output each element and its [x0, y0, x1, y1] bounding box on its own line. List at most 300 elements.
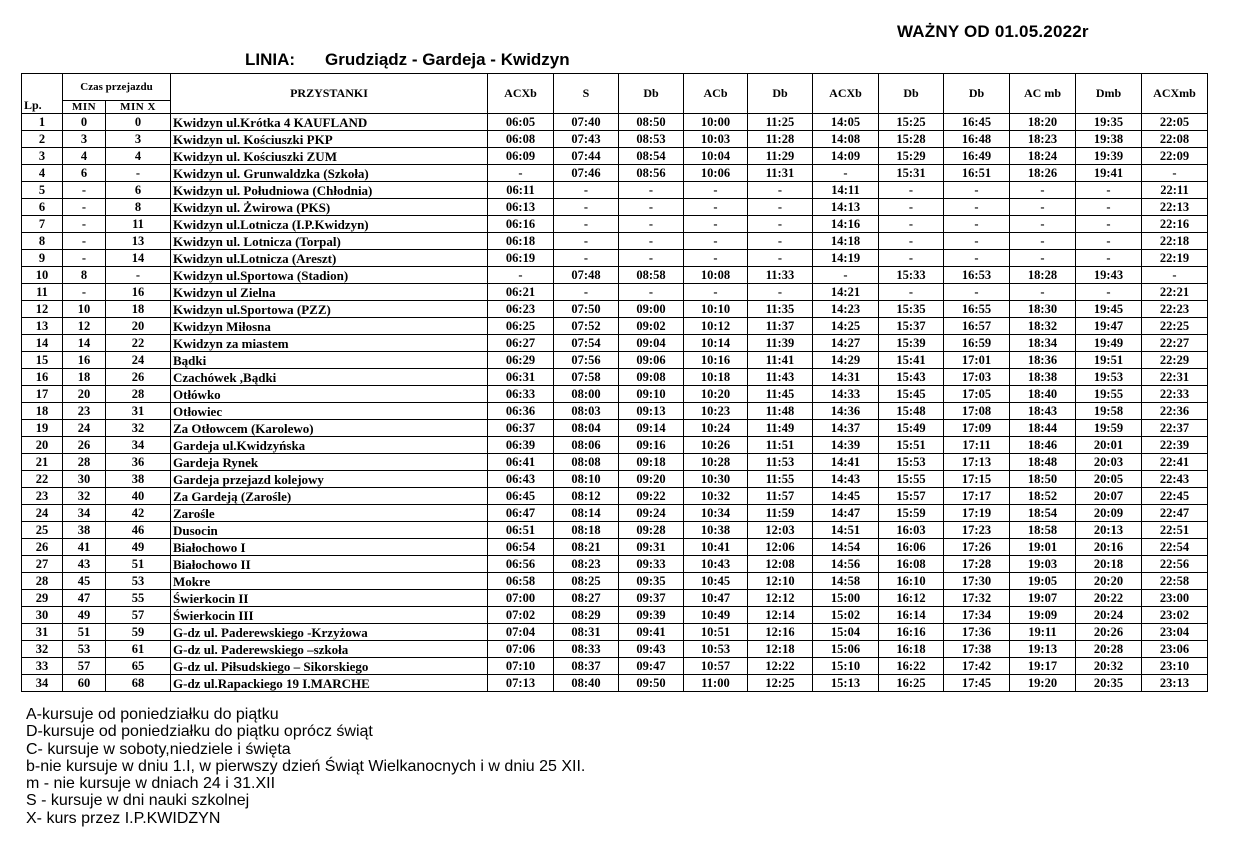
departure-time: - — [619, 250, 684, 267]
departure-time: 10:47 — [684, 590, 748, 607]
departure-time: 06:23 — [488, 301, 554, 318]
departure-time: 22:51 — [1142, 522, 1208, 539]
travel-min: 12 — [63, 318, 106, 335]
departure-time: 06:11 — [488, 182, 554, 199]
travel-min-x: 6 — [106, 182, 171, 199]
departure-time: 22:56 — [1142, 556, 1208, 573]
departure-time: 15:51 — [879, 437, 944, 454]
departure-time: 17:36 — [944, 624, 1010, 641]
departure-time: 08:29 — [554, 607, 619, 624]
departure-time: 09:00 — [619, 301, 684, 318]
departure-time: - — [748, 199, 813, 216]
table-row — [22, 675, 1208, 692]
departure-time: - — [684, 250, 748, 267]
header-stops: PRZYSTANKI — [171, 74, 488, 114]
departure-time: 16:53 — [944, 267, 1010, 284]
header-course-1: ACXb — [488, 74, 554, 114]
departure-time: 23:00 — [1142, 590, 1208, 607]
departure-time: 14:25 — [813, 318, 879, 335]
departure-time: - — [944, 233, 1010, 250]
departure-time: 12:22 — [748, 658, 813, 675]
departure-time: 11:29 — [748, 148, 813, 165]
departure-time: 06:19 — [488, 250, 554, 267]
departure-time: 07:40 — [554, 114, 619, 131]
departure-time: 14:11 — [813, 182, 879, 199]
departure-time: 06:41 — [488, 454, 554, 471]
departure-time: 11:35 — [748, 301, 813, 318]
departure-time: 08:40 — [554, 675, 619, 692]
departure-time: 07:52 — [554, 318, 619, 335]
row-number: 30 — [22, 607, 63, 624]
travel-min-x: 4 — [106, 148, 171, 165]
departure-time: 08:14 — [554, 505, 619, 522]
travel-min-x: 68 — [106, 675, 171, 692]
departure-time: - — [554, 199, 619, 216]
table-row — [22, 573, 1208, 590]
table-row — [22, 148, 1208, 165]
departure-time: 18:28 — [1010, 267, 1076, 284]
stop-name: G-dz ul.Rapackiego 19 I.MARCHE — [171, 675, 488, 692]
timetable-body — [22, 114, 1208, 692]
departure-time: 12:03 — [748, 522, 813, 539]
departure-time: 09:04 — [619, 335, 684, 352]
departure-time: - — [684, 233, 748, 250]
departure-time: 08:08 — [554, 454, 619, 471]
departure-time: 15:25 — [879, 114, 944, 131]
table-row — [22, 369, 1208, 386]
departure-time: 15:55 — [879, 471, 944, 488]
departure-time: 06:39 — [488, 437, 554, 454]
departure-time: 10:04 — [684, 148, 748, 165]
departure-time: 07:02 — [488, 607, 554, 624]
stop-name: Bądki — [171, 352, 488, 369]
departure-time: 19:59 — [1076, 420, 1142, 437]
stop-name: Kwidzyn Miłosna — [171, 318, 488, 335]
note-line: X- kurs przez I.P.KWIDZYN — [26, 809, 221, 827]
departure-time: - — [1010, 233, 1076, 250]
departure-time: 10:00 — [684, 114, 748, 131]
travel-min: 16 — [63, 352, 106, 369]
departure-time: 09:31 — [619, 539, 684, 556]
travel-min-x: 18 — [106, 301, 171, 318]
row-number: 27 — [22, 556, 63, 573]
departure-time: 14:37 — [813, 420, 879, 437]
travel-min-x: 8 — [106, 199, 171, 216]
departure-time: 19:01 — [1010, 539, 1076, 556]
departure-time: - — [1076, 182, 1142, 199]
departure-time: 18:52 — [1010, 488, 1076, 505]
departure-time: 14:41 — [813, 454, 879, 471]
departure-time: - — [554, 182, 619, 199]
departure-time: - — [879, 233, 944, 250]
table-row — [22, 250, 1208, 267]
travel-min-x: 26 — [106, 369, 171, 386]
travel-min: 43 — [63, 556, 106, 573]
header-course-2: S — [554, 74, 619, 114]
departure-time: 19:05 — [1010, 573, 1076, 590]
departure-time: 09:33 — [619, 556, 684, 573]
departure-time: 17:19 — [944, 505, 1010, 522]
departure-time: - — [944, 182, 1010, 199]
table-row — [22, 539, 1208, 556]
travel-min-x: 20 — [106, 318, 171, 335]
travel-min: 4 — [63, 148, 106, 165]
departure-time: 18:58 — [1010, 522, 1076, 539]
departure-time: 10:18 — [684, 369, 748, 386]
departure-time: 06:27 — [488, 335, 554, 352]
note-line: S - kursuje w dni nauki szkolnej — [26, 792, 250, 810]
departure-time: 22:08 — [1142, 131, 1208, 148]
row-number: 26 — [22, 539, 63, 556]
row-number: 11 — [22, 284, 63, 301]
departure-time: 18:23 — [1010, 131, 1076, 148]
stop-name: Gardeja przejazd kolejowy — [171, 471, 488, 488]
departure-time: 09:16 — [619, 437, 684, 454]
travel-min-x: 24 — [106, 352, 171, 369]
travel-min-x: 0 — [106, 114, 171, 131]
header-course-5: Db — [748, 74, 813, 114]
departure-time: 10:49 — [684, 607, 748, 624]
departure-time: 06:18 — [488, 233, 554, 250]
departure-time: 16:18 — [879, 641, 944, 658]
departure-time: 11:33 — [748, 267, 813, 284]
departure-time: 09:41 — [619, 624, 684, 641]
travel-min: 3 — [63, 131, 106, 148]
departure-time: 18:46 — [1010, 437, 1076, 454]
departure-time: 11:00 — [684, 675, 748, 692]
departure-time: 16:25 — [879, 675, 944, 692]
travel-min: 23 — [63, 403, 106, 420]
departure-time: - — [748, 233, 813, 250]
stop-name: Otłowiec — [171, 403, 488, 420]
departure-time: - — [879, 250, 944, 267]
departure-time: 22:39 — [1142, 437, 1208, 454]
travel-min: 60 — [63, 675, 106, 692]
stop-name: Kwidzyn ul. Lotnicza (Torpal) — [171, 233, 488, 250]
travel-min: 51 — [63, 624, 106, 641]
travel-min: 0 — [63, 114, 106, 131]
departure-time: 17:03 — [944, 369, 1010, 386]
departure-time: - — [619, 216, 684, 233]
travel-min: - — [63, 216, 106, 233]
travel-min-x: 59 — [106, 624, 171, 641]
departure-time: 08:31 — [554, 624, 619, 641]
departure-time: 09:50 — [619, 675, 684, 692]
departure-time: 14:29 — [813, 352, 879, 369]
table-row — [22, 165, 1208, 182]
departure-time: 20:01 — [1076, 437, 1142, 454]
travel-min-x: 38 — [106, 471, 171, 488]
table-row — [22, 284, 1208, 301]
departure-time: - — [1076, 284, 1142, 301]
departure-time: 06:21 — [488, 284, 554, 301]
departure-time: 12:16 — [748, 624, 813, 641]
departure-time: 19:45 — [1076, 301, 1142, 318]
departure-time: 14:45 — [813, 488, 879, 505]
departure-time: 06:31 — [488, 369, 554, 386]
departure-time: 09:02 — [619, 318, 684, 335]
stop-name: Otłówko — [171, 386, 488, 403]
departure-time: - — [1010, 284, 1076, 301]
departure-time: - — [684, 216, 748, 233]
departure-time: 18:54 — [1010, 505, 1076, 522]
departure-time: 20:32 — [1076, 658, 1142, 675]
departure-time: 06:08 — [488, 131, 554, 148]
departure-time: 19:13 — [1010, 641, 1076, 658]
departure-time: - — [1010, 199, 1076, 216]
departure-time: 23:04 — [1142, 624, 1208, 641]
departure-time: 15:33 — [879, 267, 944, 284]
departure-time: - — [748, 182, 813, 199]
stop-name: Kwidzyn za miastem — [171, 335, 488, 352]
departure-time: 08:56 — [619, 165, 684, 182]
departure-time: - — [619, 284, 684, 301]
travel-min: - — [63, 182, 106, 199]
departure-time: 22:43 — [1142, 471, 1208, 488]
stop-name: Kwidzyn ul.Krótka 4 KAUFLAND — [171, 114, 488, 131]
travel-min: 6 — [63, 165, 106, 182]
departure-time: 06:37 — [488, 420, 554, 437]
travel-min: 18 — [63, 369, 106, 386]
travel-min: 53 — [63, 641, 106, 658]
departure-time: 10:34 — [684, 505, 748, 522]
departure-time: 10:43 — [684, 556, 748, 573]
departure-time: 17:09 — [944, 420, 1010, 437]
departure-time: 07:48 — [554, 267, 619, 284]
departure-time: 19:38 — [1076, 131, 1142, 148]
departure-time: 09:39 — [619, 607, 684, 624]
departure-time: 10:16 — [684, 352, 748, 369]
departure-time: - — [554, 233, 619, 250]
departure-time: - — [1076, 233, 1142, 250]
departure-time: - — [879, 284, 944, 301]
table-row — [22, 607, 1208, 624]
departure-time: 11:37 — [748, 318, 813, 335]
table-row — [22, 454, 1208, 471]
table-row — [22, 590, 1208, 607]
departure-time: - — [619, 233, 684, 250]
travel-min-x: 3 — [106, 131, 171, 148]
departure-time: 11:57 — [748, 488, 813, 505]
departure-time: 09:08 — [619, 369, 684, 386]
departure-time: 08:27 — [554, 590, 619, 607]
departure-time: 07:54 — [554, 335, 619, 352]
departure-time: 19:20 — [1010, 675, 1076, 692]
departure-time: 17:13 — [944, 454, 1010, 471]
table-row — [22, 301, 1208, 318]
note-line: A-kursuje od poniedziałku do piątku — [26, 706, 279, 723]
travel-min-x: 53 — [106, 573, 171, 590]
departure-time: 10:23 — [684, 403, 748, 420]
departure-time: 20:18 — [1076, 556, 1142, 573]
departure-time: - — [944, 216, 1010, 233]
line-label: LINIA: — [245, 50, 296, 69]
departure-time: 11:48 — [748, 403, 813, 420]
departure-time: 10:08 — [684, 267, 748, 284]
departure-time: 17:28 — [944, 556, 1010, 573]
table-row — [22, 505, 1208, 522]
header-course-10: Dmb — [1076, 74, 1142, 114]
departure-time: - — [684, 182, 748, 199]
departure-time: - — [619, 199, 684, 216]
departure-time: 09:14 — [619, 420, 684, 437]
departure-time: 06:33 — [488, 386, 554, 403]
departure-time: 22:36 — [1142, 403, 1208, 420]
departure-time: 15:02 — [813, 607, 879, 624]
stop-name: G-dz ul. Paderewskiego –szkoła — [171, 641, 488, 658]
departure-time: 09:24 — [619, 505, 684, 522]
departure-time: 15:35 — [879, 301, 944, 318]
departure-time: 16:59 — [944, 335, 1010, 352]
departure-time: - — [619, 182, 684, 199]
header-course-7: Db — [879, 74, 944, 114]
departure-time: 18:26 — [1010, 165, 1076, 182]
stop-name: Kwidzyn ul. Żwirowa (PKS) — [171, 199, 488, 216]
departure-time: 20:24 — [1076, 607, 1142, 624]
departure-time: 17:42 — [944, 658, 1010, 675]
travel-min-x: 16 — [106, 284, 171, 301]
departure-time: 20:26 — [1076, 624, 1142, 641]
departure-time: - — [554, 250, 619, 267]
departure-time: 06:43 — [488, 471, 554, 488]
departure-time: 18:20 — [1010, 114, 1076, 131]
header-course-11: ACXmb — [1142, 74, 1208, 114]
stop-name: Gardeja Rynek — [171, 454, 488, 471]
departure-time: 09:22 — [619, 488, 684, 505]
stop-name: G-dz ul. Piłsudskiego – Sikorskiego — [171, 658, 488, 675]
departure-time: 22:45 — [1142, 488, 1208, 505]
departure-time: 11:25 — [748, 114, 813, 131]
departure-time: 15:57 — [879, 488, 944, 505]
departure-time: 14:51 — [813, 522, 879, 539]
departure-time: 07:58 — [554, 369, 619, 386]
departure-time: - — [488, 267, 554, 284]
table-row — [22, 658, 1208, 675]
departure-time: 16:16 — [879, 624, 944, 641]
departure-time: 17:34 — [944, 607, 1010, 624]
row-number: 28 — [22, 573, 63, 590]
departure-time: 09:10 — [619, 386, 684, 403]
departure-time: 23:02 — [1142, 607, 1208, 624]
travel-min-x: 57 — [106, 607, 171, 624]
departure-time: 10:32 — [684, 488, 748, 505]
stop-name: Kwidzyn ul.Lotnicza (Areszt) — [171, 250, 488, 267]
departure-time: 09:28 — [619, 522, 684, 539]
departure-time: 07:44 — [554, 148, 619, 165]
row-number: 34 — [22, 675, 63, 692]
departure-time: - — [1142, 165, 1208, 182]
departure-time: 20:16 — [1076, 539, 1142, 556]
departure-time: 15:48 — [879, 403, 944, 420]
travel-min: 34 — [63, 505, 106, 522]
note-line: m - nie kursuje w dniach 24 i 31.XII — [26, 775, 276, 793]
timetable — [21, 73, 1208, 692]
header-row-top — [22, 74, 1208, 101]
departure-time: 22:16 — [1142, 216, 1208, 233]
departure-time: 20:13 — [1076, 522, 1142, 539]
departure-time: 14:54 — [813, 539, 879, 556]
departure-time: 19:47 — [1076, 318, 1142, 335]
departure-time: 19:58 — [1076, 403, 1142, 420]
departure-time: 22:09 — [1142, 148, 1208, 165]
departure-time: - — [1010, 182, 1076, 199]
departure-time: 08:18 — [554, 522, 619, 539]
departure-time: 16:10 — [879, 573, 944, 590]
departure-time: - — [1142, 267, 1208, 284]
row-number: 10 — [22, 267, 63, 284]
departure-time: 08:23 — [554, 556, 619, 573]
departure-time: 08:00 — [554, 386, 619, 403]
departure-time: 11:28 — [748, 131, 813, 148]
departure-time: 10:57 — [684, 658, 748, 675]
stop-name: Czachówek ,Bądki — [171, 369, 488, 386]
travel-min-x: 49 — [106, 539, 171, 556]
travel-min-x: - — [106, 267, 171, 284]
departure-time: 18:30 — [1010, 301, 1076, 318]
departure-time: 22:47 — [1142, 505, 1208, 522]
travel-min-x: 61 — [106, 641, 171, 658]
stop-name: Kwidzyn ul. Kościuszki PKP — [171, 131, 488, 148]
departure-time: 10:14 — [684, 335, 748, 352]
stop-name: Za Otłowcem (Karolewo) — [171, 420, 488, 437]
departure-time: 20:22 — [1076, 590, 1142, 607]
travel-min: 47 — [63, 590, 106, 607]
departure-time: 07:10 — [488, 658, 554, 675]
departure-time: 19:41 — [1076, 165, 1142, 182]
header-course-8: Db — [944, 74, 1010, 114]
departure-time: 19:07 — [1010, 590, 1076, 607]
table-row — [22, 352, 1208, 369]
departure-time: - — [684, 199, 748, 216]
row-number: 22 — [22, 471, 63, 488]
departure-time: 15:31 — [879, 165, 944, 182]
departure-time: 08:21 — [554, 539, 619, 556]
travel-min-x: 36 — [106, 454, 171, 471]
departure-time: 14:27 — [813, 335, 879, 352]
travel-min: 57 — [63, 658, 106, 675]
departure-time: 09:43 — [619, 641, 684, 658]
stop-name: Kwidzyn ul Zielna — [171, 284, 488, 301]
departure-time: 07:50 — [554, 301, 619, 318]
row-number: 32 — [22, 641, 63, 658]
departure-time: 16:03 — [879, 522, 944, 539]
travel-min-x: 55 — [106, 590, 171, 607]
departure-time: 20:09 — [1076, 505, 1142, 522]
departure-time: 19:03 — [1010, 556, 1076, 573]
departure-time: 19:53 — [1076, 369, 1142, 386]
departure-time: 06:58 — [488, 573, 554, 590]
departure-time: 06:45 — [488, 488, 554, 505]
departure-time: 11:31 — [748, 165, 813, 182]
departure-time: 18:40 — [1010, 386, 1076, 403]
departure-time: 07:04 — [488, 624, 554, 641]
stop-name: Za Gardeją (Zarośle) — [171, 488, 488, 505]
travel-min: 26 — [63, 437, 106, 454]
departure-time: 15:00 — [813, 590, 879, 607]
travel-min-x: 13 — [106, 233, 171, 250]
header-course-9: AC mb — [1010, 74, 1076, 114]
departure-time: 19:43 — [1076, 267, 1142, 284]
departure-time: 10:45 — [684, 573, 748, 590]
departure-time: 14:39 — [813, 437, 879, 454]
departure-time: 11:45 — [748, 386, 813, 403]
departure-time: - — [554, 216, 619, 233]
departure-time: 10:51 — [684, 624, 748, 641]
stop-name: Świerkocin II — [171, 590, 488, 607]
departure-time: 16:51 — [944, 165, 1010, 182]
departure-time: 22:54 — [1142, 539, 1208, 556]
departure-time: 22:31 — [1142, 369, 1208, 386]
